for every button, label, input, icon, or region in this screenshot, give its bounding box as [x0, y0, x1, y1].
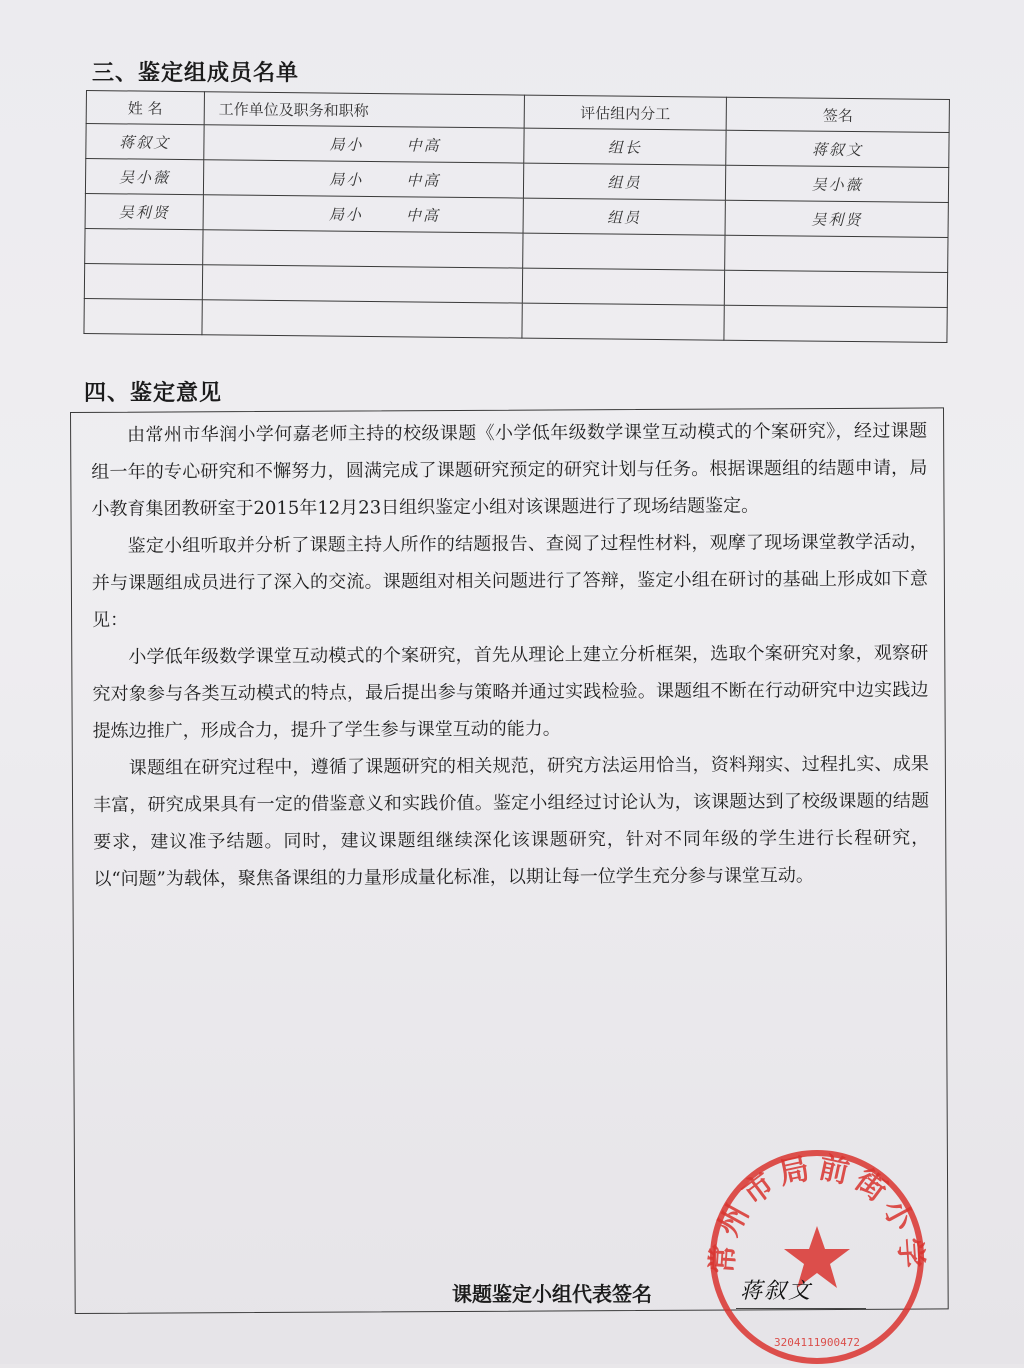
member-sign: 吴小薇 [726, 165, 949, 202]
member-title: 中高 [406, 135, 441, 155]
member-name: 吴利贤 [85, 193, 203, 229]
header-role: 评估组内分工 [524, 95, 727, 130]
header-signature: 签名 [726, 97, 949, 132]
official-seal [704, 1146, 930, 1368]
member-unit-title [203, 160, 523, 198]
seal-code: 3204111900472 [773, 1336, 861, 1349]
opinion-text [91, 413, 930, 898]
member-unit: 局小 [329, 170, 364, 189]
opinion-paragraph: 课题组在研究过程中，遵循了课题研究的相关规范，研究方法运用恰当，资料翔实、过程扎实、成果丰富，研究成果具有一定的借鉴意义和实践价值。鉴定小组经过讨论认为，该课题达到了校级课题的结题要求，建议准予结题。同时，建议课题组继续深化该课题研究，针对不同年级的学生进行长程研究，以“问题”为载体，聚焦备课组的力量形成量化标准，以期让每一位学生充分参与课堂互动。 [93, 753, 930, 890]
member-table [83, 90, 950, 343]
member-name: 蒋叙文 [86, 124, 204, 160]
section3-heading: 三、鉴定组成员名单 [92, 61, 300, 86]
member-unit-title [204, 125, 524, 163]
header-unit: 工作单位及职务和职称 [204, 92, 524, 128]
member-role: 组员 [523, 198, 726, 235]
member-role: 组员 [523, 163, 726, 200]
member-unit-title [203, 195, 523, 233]
opinion-paragraph: 鉴定小组听取并分析了课题主持人所作的结题报告、查阅了过程性材料，观摩了现场课堂教学活动，并与课题组成员进行了深入的交流。课题组对相关问题进行了答辩，鉴定小组在研讨的基础上形成如下意见： [91, 531, 928, 631]
header-name: 姓 名 [86, 91, 204, 125]
signature-underline [736, 1308, 866, 1309]
member-role: 组长 [523, 128, 726, 165]
opinion-paragraph: 由常州市华润小学何嘉老师主持的校级课题《小学低年级数学课堂互动模式的个案研究》，经过课题组一年的专心研究和不懈努力，圆满完成了课题研究预定的研究计划与任务。根据课题组的结题申请，局小教育集团教研室于2015年12月23日组织鉴定小组对该课题进行了现场结题鉴定。 [91, 420, 928, 520]
member-title: 中高 [406, 170, 441, 190]
member-unit: 局小 [329, 135, 364, 154]
section4-heading: 四、鉴定意见 [84, 381, 223, 406]
opinion-paragraph: 小学低年级数学课堂互动模式的个案研究，首先从理论上建立分析框架，选取个案研究对象，观察研究对象参与各类互动模式的特点，最后提出参与策略并通过实践检验。课题组不断在行动研究中边实践边提炼边推广，形成合力，提升了学生参与课堂互动的能力。 [92, 642, 929, 742]
representative-signature: 蒋叙文 [740, 1279, 813, 1304]
member-title: 中高 [405, 205, 441, 225]
seal-text: 常州市局前街小学 [705, 1150, 929, 1276]
member-name: 吴小薇 [85, 159, 203, 195]
member-sign: 蒋叙文 [726, 130, 949, 167]
member-sign: 吴利贤 [725, 200, 948, 237]
member-unit: 局小 [328, 205, 363, 224]
signature-label: 课题鉴定小组代表签名 [452, 1282, 652, 1306]
